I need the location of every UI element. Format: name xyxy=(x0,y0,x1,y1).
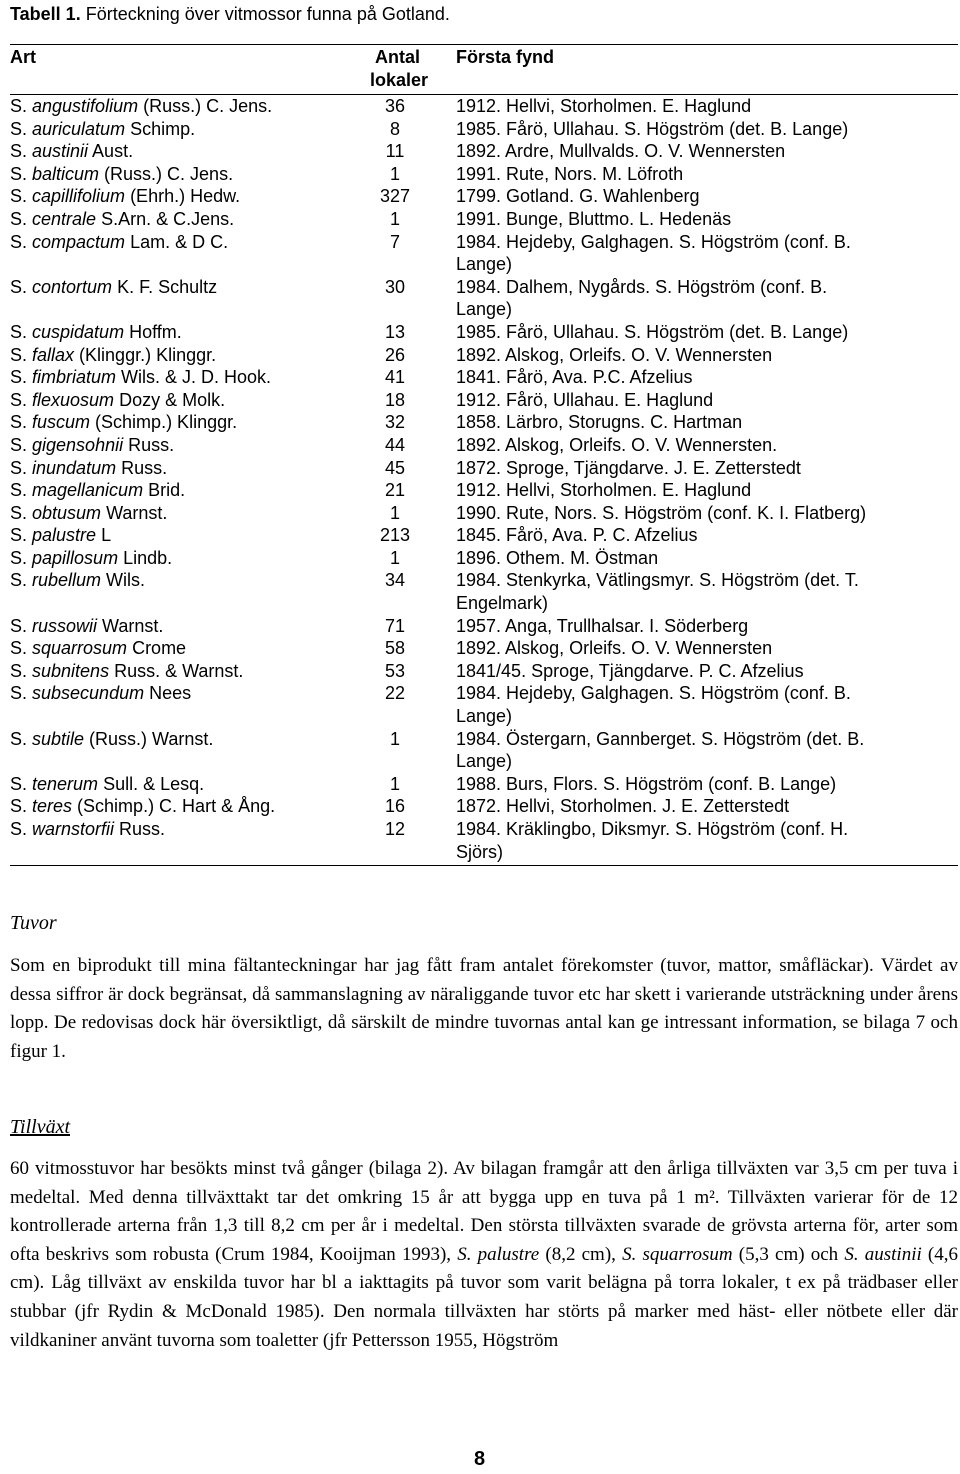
genus-abbrev: S. xyxy=(10,321,33,342)
genus-abbrev: S. xyxy=(10,163,33,184)
species-epithet: palustre xyxy=(32,525,97,546)
first-find-line: 1984. Hejdeby, Galghagen. S. Högström (conf. B. xyxy=(456,683,851,704)
table-row xyxy=(10,682,958,727)
species-epithet: fallax xyxy=(32,344,75,365)
table-body xyxy=(10,95,958,866)
locality-count: 32 xyxy=(384,412,406,433)
table-row xyxy=(10,818,958,863)
tillvaxt-text-4: (4,6 cm). Låg tillväxt av enskilda tuvor har bl a iakttagits på tuvor som varit belägna på torra lokaler, t ex på trädbaser eller stubbar (jfr Rydin & McDonald 1985). Den normala tillväxten har störts på marker med häst- eller nötbete eller där vildkaniner använt tuvorna som toaletter (jfr Pettersson 1955, Högström xyxy=(10,1243,959,1351)
first-find-line: 1892. Ardre, Mullvalds. O. V. Wennersten xyxy=(456,141,786,162)
species-name xyxy=(10,773,370,796)
first-find xyxy=(420,569,958,614)
species-name xyxy=(10,795,370,818)
first-find-line-2: Lange) xyxy=(456,299,513,320)
first-find xyxy=(420,118,958,141)
table-row xyxy=(10,344,958,367)
species-author: Wils. & J. D. Hook. xyxy=(116,367,272,388)
species-name xyxy=(10,366,370,389)
first-find xyxy=(420,434,958,457)
species-epithet: rubellum xyxy=(32,570,102,591)
first-find-line: 1984. Kräklingbo, Diksmyr. S. Högström (conf. H. xyxy=(456,819,849,839)
species-epithet: balticum xyxy=(32,163,100,184)
species-author: Russ. & Warnst. xyxy=(109,660,244,681)
species-name xyxy=(10,637,370,660)
tillvaxt-text-3: (5,3 cm) och xyxy=(732,1243,845,1265)
species-epithet: centrale xyxy=(32,208,97,229)
genus-abbrev: S. xyxy=(10,570,33,591)
species-author: Russ. xyxy=(114,819,166,839)
genus-abbrev: S. xyxy=(10,457,33,478)
first-find-line: 1988. Burs, Flors. S. Högström (conf. B. Lange) xyxy=(456,773,837,794)
first-find xyxy=(420,344,958,367)
species-epithet: russowii xyxy=(32,615,98,636)
species-author: Lam. & D C. xyxy=(125,231,229,252)
species-epithet: fimbriatum xyxy=(32,367,117,388)
genus-abbrev: S. xyxy=(10,276,33,297)
first-find xyxy=(420,660,958,683)
first-find-line-2: Sjörs) xyxy=(456,841,504,862)
species-name xyxy=(10,615,370,638)
species-author: Sull. & Lesq. xyxy=(98,773,205,794)
species-author: Dozy & Molk. xyxy=(114,389,226,410)
locality-count: 41 xyxy=(384,367,406,388)
first-find xyxy=(420,163,958,186)
genus-abbrev: S. xyxy=(10,547,33,568)
genus-abbrev: S. xyxy=(10,208,33,229)
species-epithet: tenerum xyxy=(32,773,99,794)
first-find xyxy=(420,615,958,638)
table-row xyxy=(10,366,958,389)
table-row xyxy=(10,118,958,141)
first-find xyxy=(420,524,958,547)
locality-count: 1 xyxy=(389,163,400,184)
first-find-line-2: Lange) xyxy=(456,254,513,275)
locality-count: 30 xyxy=(384,276,406,297)
locality-count: 45 xyxy=(384,457,406,478)
species-author: Brid. xyxy=(143,480,186,501)
locality-count: 36 xyxy=(384,96,406,116)
table-row xyxy=(10,502,958,525)
first-find xyxy=(420,682,958,727)
first-find-line: 1841/45. Sproge, Tjängdarve. P. C. Afzelius xyxy=(456,660,804,681)
locality-count: 12 xyxy=(384,819,406,839)
locality-count: 1 xyxy=(389,502,400,523)
species-epithet: cuspidatum xyxy=(32,321,125,342)
first-find-line: 1912. Fårö, Ullahau. E. Haglund xyxy=(456,389,714,410)
header-antal-line1: Antal xyxy=(375,47,420,67)
first-find-line: 1984. Stenkyrka, Vätlingsmyr. S. Högström (det. T. xyxy=(456,570,859,591)
first-find xyxy=(420,95,958,118)
species-name xyxy=(10,547,370,570)
species-name xyxy=(10,118,370,141)
species-author: Nees xyxy=(144,683,192,704)
species-epithet: compactum xyxy=(32,231,126,252)
tuvor-heading: Tuvor xyxy=(10,912,57,934)
genus-abbrev: S. xyxy=(10,480,33,501)
species-epithet: contortum xyxy=(32,276,113,297)
species-author: Warnst. xyxy=(97,615,164,636)
table-row xyxy=(10,208,958,231)
first-find xyxy=(420,795,958,818)
first-find-line: 1845. Fårö, Ava. P. C. Afzelius xyxy=(456,525,698,546)
genus-abbrev: S. xyxy=(10,773,33,794)
table-row xyxy=(10,434,958,457)
species-author: L xyxy=(96,525,112,546)
genus-abbrev: S. xyxy=(10,796,33,817)
locality-count: 7 xyxy=(389,231,400,252)
species-name xyxy=(10,95,370,118)
species-name xyxy=(10,163,370,186)
first-find-line: 1912. Hellvi, Storholmen. E. Haglund xyxy=(456,96,752,116)
species-epithet: teres xyxy=(32,796,73,817)
table-row xyxy=(10,569,958,614)
species-name xyxy=(10,140,370,163)
species-name xyxy=(10,231,370,276)
first-find xyxy=(420,321,958,344)
species-name xyxy=(10,682,370,727)
species-austinii: S. austinii xyxy=(844,1243,922,1265)
species-epithet: squarrosum xyxy=(32,638,128,659)
table-row xyxy=(10,185,958,208)
species-author: Crome xyxy=(127,638,187,659)
locality-count: 1 xyxy=(389,728,400,749)
species-epithet: warnstorfii xyxy=(32,819,115,839)
species-name xyxy=(10,660,370,683)
genus-abbrev: S. xyxy=(10,96,33,116)
first-find xyxy=(420,140,958,163)
genus-abbrev: S. xyxy=(10,434,33,455)
species-author: Schimp. xyxy=(125,118,196,139)
locality-count: 44 xyxy=(384,434,406,455)
first-find-line-2: Lange) xyxy=(456,751,513,772)
table-row xyxy=(10,795,958,818)
first-find xyxy=(420,411,958,434)
species-name xyxy=(10,389,370,412)
species-table xyxy=(10,44,958,866)
tuvor-paragraph: Som en biprodukt till mina fältanteckningar har jag fått fram antalet förekomster (tuvor, mattor, småfläckar). Värdet av dessa siffror är dock begränsat, då sammanslagning av näraliggande tuvor etc har skett i varierande utsträckning under årens lopp. De redovisas dock här översiktligt, då särskilt de mindre tuvornas antal kan ge intressant information, se bilaga 7 och figur 1. xyxy=(10,955,958,1062)
genus-abbrev: S. xyxy=(10,660,33,681)
species-name xyxy=(10,569,370,614)
first-find xyxy=(420,457,958,480)
table-row xyxy=(10,140,958,163)
genus-abbrev: S. xyxy=(10,615,33,636)
species-squarrosum: S. squarrosum xyxy=(622,1243,733,1265)
species-name xyxy=(10,818,370,863)
first-find-line: 1912. Hellvi, Storholmen. E. Haglund xyxy=(456,480,752,501)
species-epithet: papillosum xyxy=(32,547,119,568)
table-caption-text: Förteckning över vitmossor funna på Gotland. xyxy=(80,4,450,24)
table-row xyxy=(10,276,958,321)
species-author: Hoffm. xyxy=(124,321,182,342)
locality-count: 327 xyxy=(379,186,411,207)
species-palustre: S. palustre xyxy=(457,1243,540,1265)
locality-count: 34 xyxy=(384,570,406,591)
table-row xyxy=(10,321,958,344)
first-find-line-2: Lange) xyxy=(456,706,513,727)
species-epithet: subtile xyxy=(32,728,85,749)
locality-count: 71 xyxy=(384,615,406,636)
genus-abbrev: S. xyxy=(10,231,33,252)
species-name xyxy=(10,344,370,367)
species-epithet: obtusum xyxy=(32,502,102,523)
species-author: S.Arn. & C.Jens. xyxy=(96,208,235,229)
first-find-line: 1984. Östergarn, Gannberget. S. Högström (det. B. xyxy=(456,728,865,749)
header-antal-line2: lokaler xyxy=(370,69,429,90)
genus-abbrev: S. xyxy=(10,367,33,388)
species-name xyxy=(10,321,370,344)
table-row xyxy=(10,637,958,660)
species-name xyxy=(10,185,370,208)
table-row xyxy=(10,728,958,773)
genus-abbrev: S. xyxy=(10,186,33,207)
first-find xyxy=(420,818,958,863)
first-find-line: 1985. Fårö, Ullahau. S. Högström (det. B. Lange) xyxy=(456,118,849,139)
locality-count: 213 xyxy=(379,525,411,546)
genus-abbrev: S. xyxy=(10,118,33,139)
table-row xyxy=(10,411,958,434)
first-find-line: 1991. Bunge, Bluttmo. L. Hedenäs xyxy=(456,208,732,229)
species-author: Wils. xyxy=(101,570,146,591)
species-author: Russ. xyxy=(123,434,175,455)
genus-abbrev: S. xyxy=(10,141,33,162)
table-row xyxy=(10,660,958,683)
first-find-line: 1892. Alskog, Orleifs. O. V. Wennersten. xyxy=(456,434,778,455)
first-find-line: 1872. Sproge, Tjängdarve. J. E. Zetterstedt xyxy=(456,457,801,478)
first-find xyxy=(420,547,958,570)
species-name xyxy=(10,502,370,525)
species-author: (Russ.) Warnst. xyxy=(84,728,214,749)
page-number: 8 xyxy=(474,1448,486,1470)
species-epithet: gigensohnii xyxy=(32,434,124,455)
first-find xyxy=(420,479,958,502)
tillvaxt-heading: Tillväxt xyxy=(10,1116,70,1138)
header-antal xyxy=(370,46,429,94)
genus-abbrev: S. xyxy=(10,412,33,433)
first-find-line: 1984. Hejdeby, Galghagen. S. Högström (conf. B. xyxy=(456,231,851,252)
species-author: Aust. xyxy=(88,141,134,162)
first-find xyxy=(420,208,958,231)
first-find-line: 1841. Fårö, Ava. P.C. Afzelius xyxy=(456,367,693,388)
species-epithet: subnitens xyxy=(32,660,110,681)
species-epithet: subsecundum xyxy=(32,683,145,704)
species-name xyxy=(10,457,370,480)
first-find-line: 1990. Rute, Nors. S. Högström (conf. K. I. Flatberg) xyxy=(456,502,867,523)
species-name xyxy=(10,728,370,773)
genus-abbrev: S. xyxy=(10,819,33,839)
table-caption-label: Tabell 1. xyxy=(10,4,81,24)
species-name xyxy=(10,411,370,434)
locality-count: 53 xyxy=(384,660,406,681)
first-find xyxy=(420,773,958,796)
species-epithet: flexuosum xyxy=(32,389,115,410)
table-row xyxy=(10,231,958,276)
first-find xyxy=(420,185,958,208)
header-art: Art xyxy=(10,47,36,67)
locality-count: 11 xyxy=(385,141,405,162)
first-find xyxy=(420,502,958,525)
species-epithet: auriculatum xyxy=(32,118,126,139)
first-find xyxy=(420,366,958,389)
table-row xyxy=(10,773,958,796)
genus-abbrev: S. xyxy=(10,728,33,749)
locality-count: 13 xyxy=(384,321,406,342)
header-forsta: Första fynd xyxy=(456,47,555,67)
species-name xyxy=(10,208,370,231)
locality-count: 21 xyxy=(384,480,406,501)
first-find-line: 1896. Othem. M. Östman xyxy=(456,547,659,568)
locality-count: 22 xyxy=(384,683,406,704)
species-epithet: capillifolium xyxy=(32,186,126,207)
tillvaxt-paragraph xyxy=(10,1155,958,1355)
species-author: (Russ.) C. Jens. xyxy=(138,96,273,116)
table-row xyxy=(10,524,958,547)
species-author: (Schimp.) Klinggr. xyxy=(90,412,238,433)
species-epithet: magellanicum xyxy=(32,480,144,501)
species-author: (Ehrh.) Hedw. xyxy=(125,186,241,207)
species-epithet: fuscum xyxy=(32,412,91,433)
table-caption xyxy=(10,4,450,25)
first-find xyxy=(420,231,958,276)
first-find-line: 1892. Alskog, Orleifs. O. V. Wennersten xyxy=(456,344,773,365)
first-find xyxy=(420,276,958,321)
genus-abbrev: S. xyxy=(10,344,33,365)
species-author: (Russ.) C. Jens. xyxy=(99,163,234,184)
locality-count: 8 xyxy=(389,118,400,139)
species-name xyxy=(10,524,370,547)
species-name xyxy=(10,434,370,457)
first-find xyxy=(420,637,958,660)
first-find xyxy=(420,389,958,412)
table-row xyxy=(10,163,958,186)
first-find-line: 1957. Anga, Trullhalsar. I. Söderberg xyxy=(456,615,749,636)
first-find-line: 1984. Dalhem, Nygårds. S. Högström (conf. B. xyxy=(456,276,828,297)
genus-abbrev: S. xyxy=(10,683,33,704)
locality-count: 58 xyxy=(384,638,406,659)
table-row xyxy=(10,389,958,412)
table-row xyxy=(10,95,958,118)
genus-abbrev: S. xyxy=(10,389,33,410)
species-author: (Schimp.) C. Hart & Ång. xyxy=(72,796,276,817)
species-name xyxy=(10,276,370,321)
species-author: (Klinggr.) Klinggr. xyxy=(74,344,217,365)
table-row xyxy=(10,457,958,480)
first-find-line: 1991. Rute, Nors. M. Löfroth xyxy=(456,163,684,184)
species-epithet: angustifolium xyxy=(32,96,139,116)
tillvaxt-text-1: 60 vitmosstuvor har besökts minst två gånger (bilaga 2). Av bilagan framgår att den årliga tillväxten var 3,5 cm per tuva i medeltal. Med denna tillväxttakt tar det omkring 15 år att bygga upp en tuva på 1 m². Tillväxten varierar för de 12 kontrollerade arterna från 1,3 till 8,2 cm per år i medeltal. Den största tillväxten svarade de grövsta arterna för, arter som ofta beskrivs som robusta (Crum 1984, Kooijman 1993), xyxy=(10,1158,958,1265)
locality-count: 1 xyxy=(389,208,400,229)
table-row xyxy=(10,615,958,638)
species-epithet: austinii xyxy=(32,141,89,162)
locality-count: 16 xyxy=(384,796,406,817)
genus-abbrev: S. xyxy=(10,638,33,659)
first-find-line: 1858. Lärbro, Storugns. C. Hartman xyxy=(456,412,743,433)
genus-abbrev: S. xyxy=(10,502,33,523)
genus-abbrev: S. xyxy=(10,525,33,546)
table-header xyxy=(10,44,958,95)
first-find-line: 1799. Gotland. G. Wahlenberg xyxy=(456,186,700,207)
species-author: K. F. Schultz xyxy=(112,276,218,297)
first-find-line: 1872. Hellvi, Storholmen. J. E. Zetterstedt xyxy=(456,796,790,817)
first-find xyxy=(420,728,958,773)
tillvaxt-text-2: (8,2 cm), xyxy=(539,1243,623,1265)
species-name xyxy=(10,479,370,502)
table-row xyxy=(10,547,958,570)
first-find-line: 1892. Alskog, Orleifs. O. V. Wennersten xyxy=(456,638,773,659)
table-row xyxy=(10,479,958,502)
species-epithet: inundatum xyxy=(32,457,117,478)
species-author: Warnst. xyxy=(101,502,168,523)
locality-count: 26 xyxy=(384,344,406,365)
first-find-line: 1985. Fårö, Ullahau. S. Högström (det. B. Lange) xyxy=(456,321,849,342)
species-author: Russ. xyxy=(116,457,168,478)
locality-count: 1 xyxy=(389,547,400,568)
locality-count: 18 xyxy=(384,389,406,410)
locality-count: 1 xyxy=(389,773,400,794)
first-find-line-2: Engelmark) xyxy=(456,593,549,614)
species-author: Lindb. xyxy=(118,547,173,568)
